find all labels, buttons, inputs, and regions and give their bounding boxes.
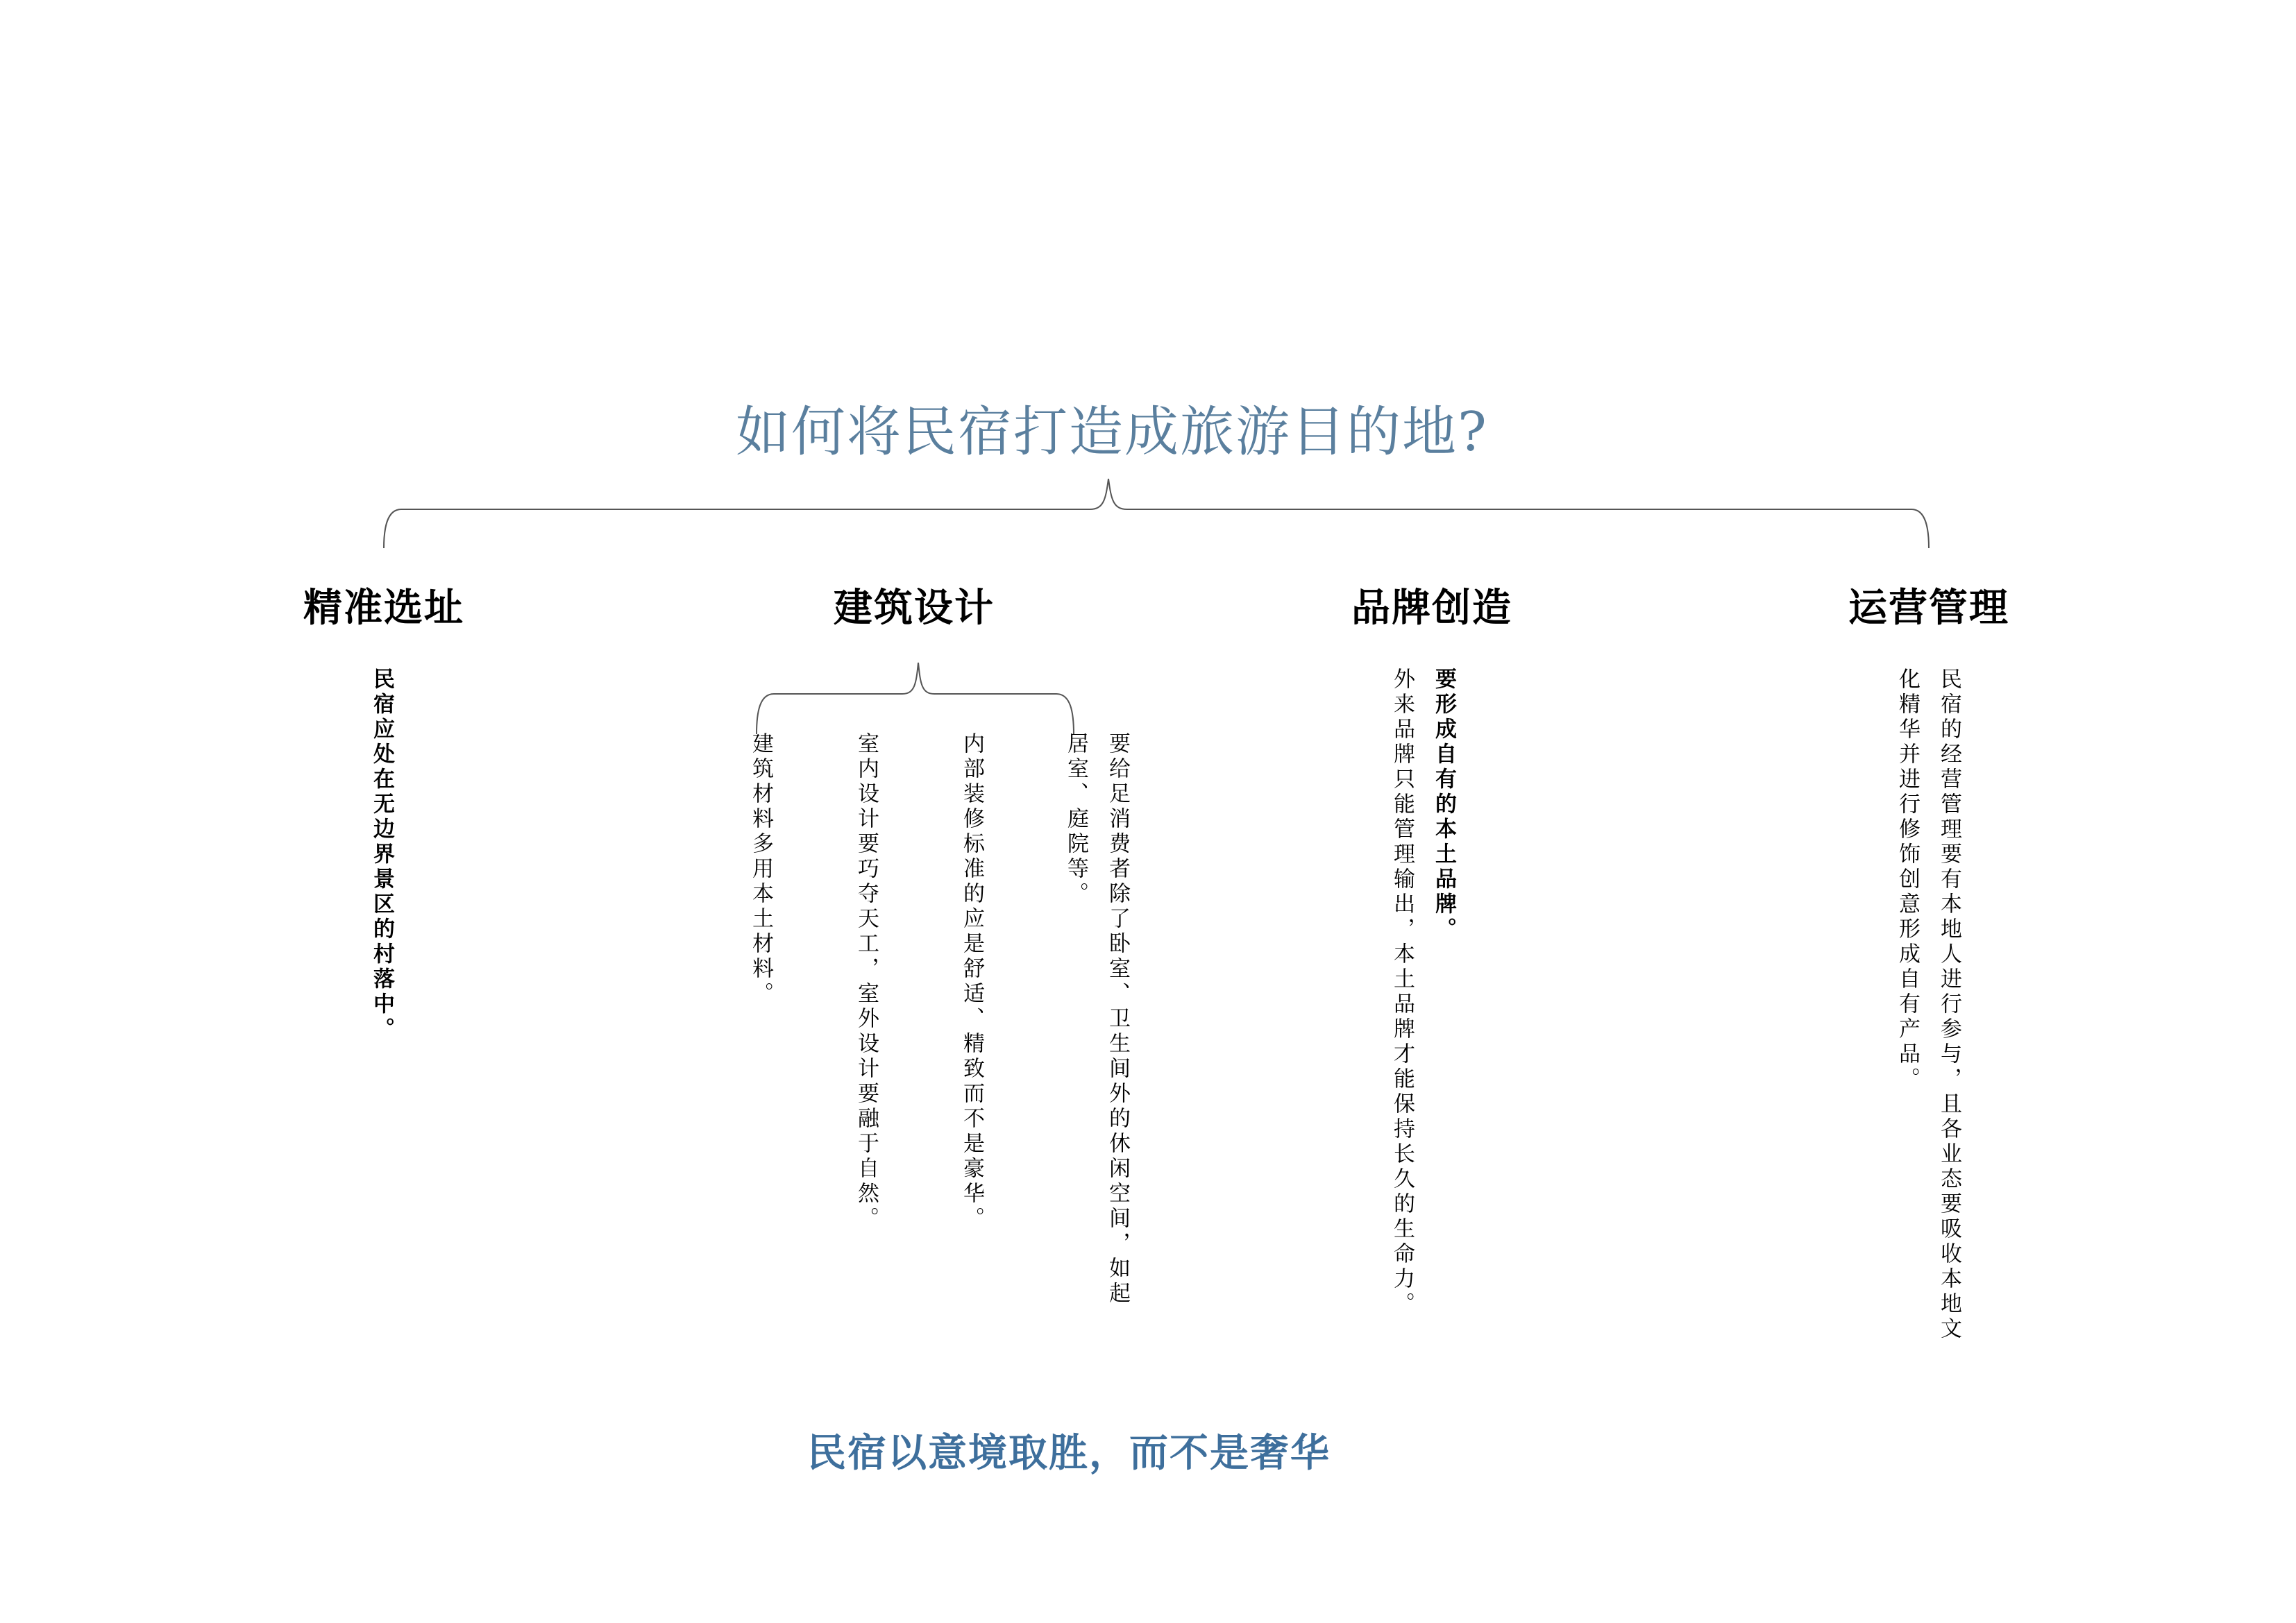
operation-text: 民宿的经营管理要有本地人进行参与，且各业态要吸收本地文化精华并进行修饰创意形成自有产品。 <box>1895 668 1961 1342</box>
heading-architecture: 建筑设计 <box>834 585 995 631</box>
page-title: 如何将民宿打造成旅游目的地? <box>736 401 1488 464</box>
design-text-4: 建筑材料多用本土材料。 <box>748 732 773 1007</box>
design-brace <box>757 663 1074 734</box>
design-text-1: 要给足消费者除了卧室、卫生间外的休闲空间，如起居室、庭院等。 <box>1063 732 1130 1307</box>
heading-location: 精准选址 <box>303 585 464 631</box>
design-text-3: 室内设计要巧夺天工，室外设计要融于自然。 <box>854 732 879 1232</box>
design-text-2: 内部装修标准的应是舒适、精致而不是豪华。 <box>959 732 984 1232</box>
brand-text-2: 外来品牌只能管理输出，本土品牌才能保持长久的生命力。 <box>1390 668 1415 1317</box>
slogan: 民宿以意境取胜，而不是奢华 <box>807 1430 1331 1476</box>
main-brace <box>384 479 1929 548</box>
heading-operation: 运营管理 <box>1848 585 2009 631</box>
heading-brand: 品牌创造 <box>1351 585 1512 631</box>
brand-text-1: 要形成自有的本土品牌。 <box>1431 668 1456 942</box>
location-text: 民宿应处在无边界景区的村落中。 <box>369 668 394 1042</box>
